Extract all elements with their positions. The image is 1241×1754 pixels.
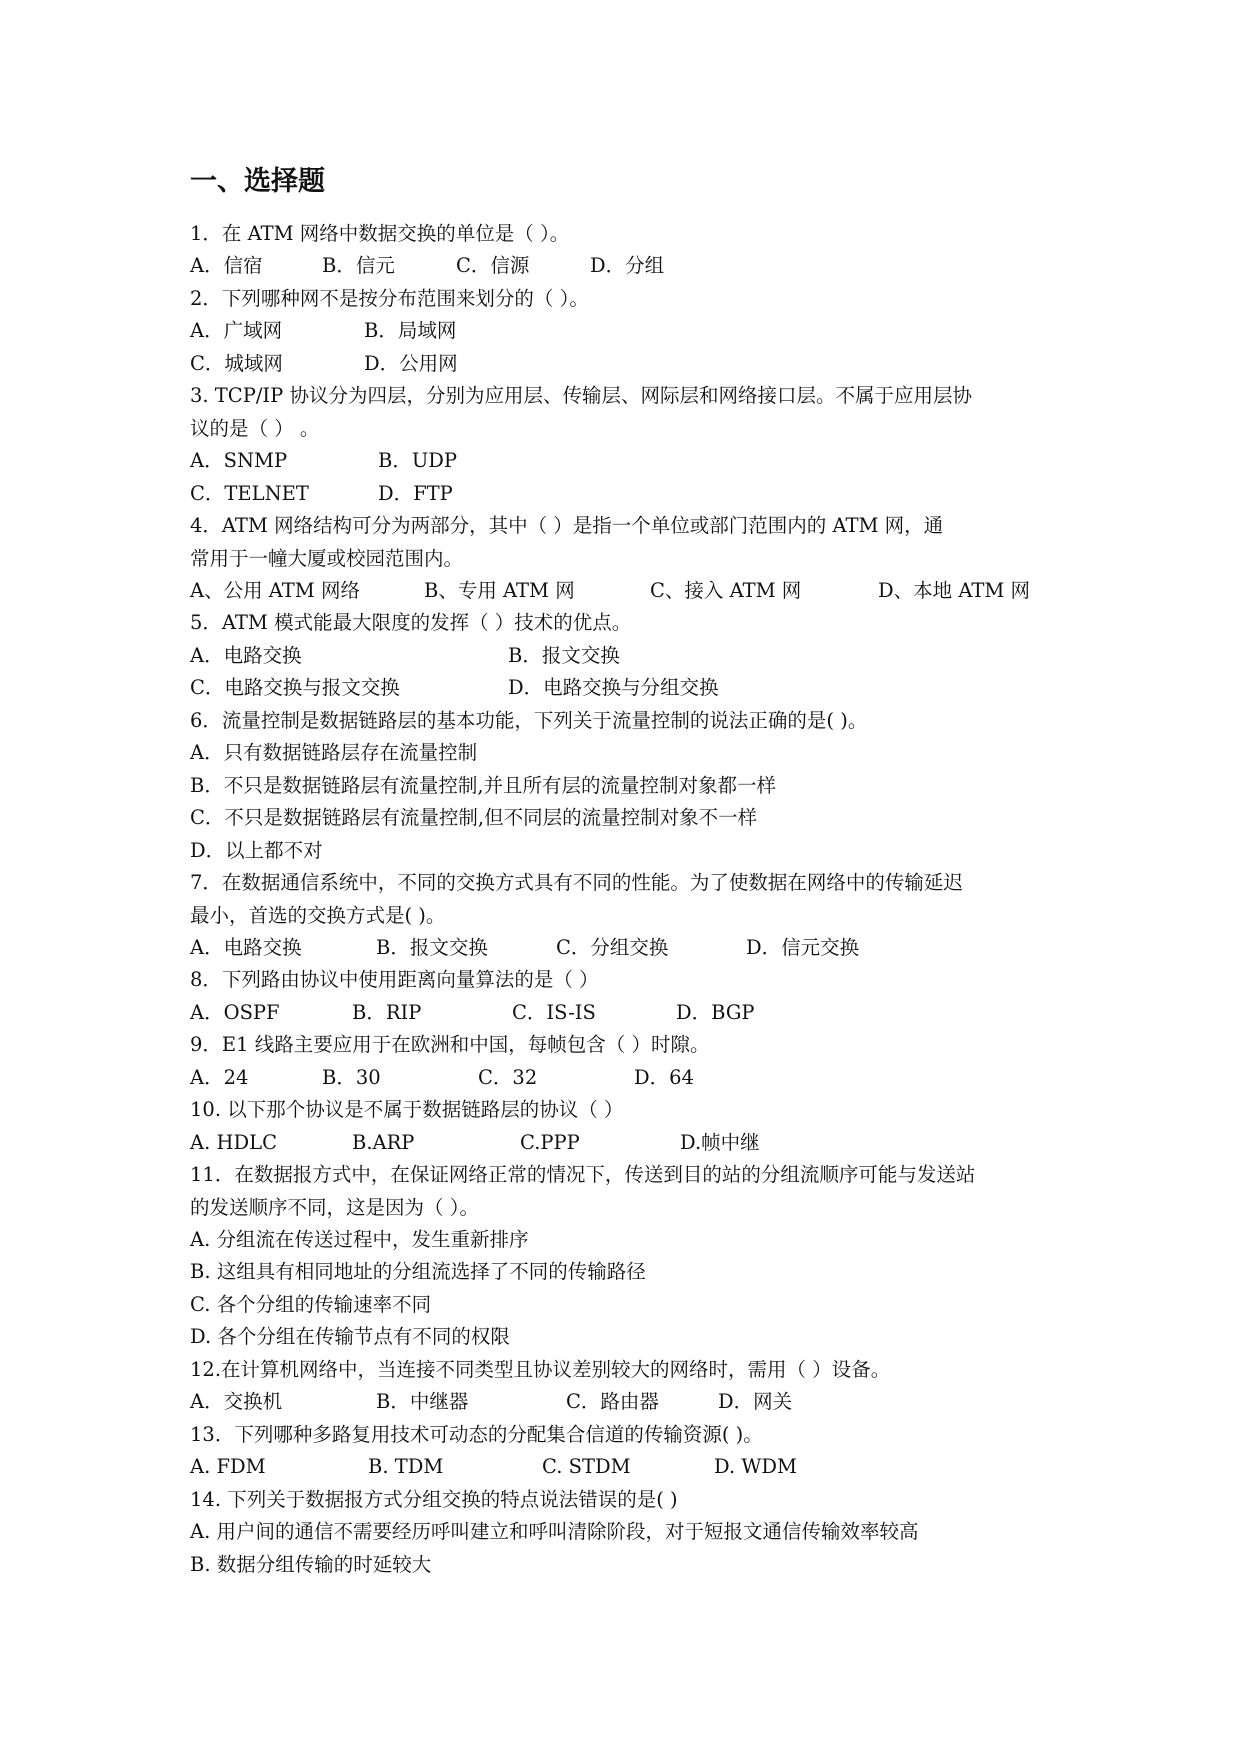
question-stem: 8．下列路由协议中使用距离向量算法的是（ ） [190, 968, 599, 992]
question-stem: 2．下列哪种网不是按分布范围来划分的（ ）。 [190, 286, 589, 310]
answer-option: A．广域网 [190, 319, 283, 343]
question-stem: 5．ATM 模式能最大限度的发挥（ ）技术的优点。 [190, 611, 632, 635]
answer-option: B．中继器 [376, 1390, 469, 1414]
question-stem: 6．流量控制是数据链路层的基本功能，下列关于流量控制的说法正确的是( )。 [190, 708, 868, 732]
answer-option: D．信元交换 [746, 935, 860, 959]
answer-option: B．30 [322, 1065, 381, 1089]
answer-option: D．BGP [676, 1000, 755, 1024]
answer-option: C．IS-IS [512, 1000, 596, 1024]
answer-option: C．电路交换与报文交换 [190, 676, 400, 700]
question-stem: 9．E1 线路主要应用于在欧洲和中国，每帧包含（ ）时隙。 [190, 1033, 710, 1057]
answer-option: C. 各个分组的传输速率不同 [190, 1292, 432, 1316]
answer-option: D．分组 [590, 254, 665, 278]
answer-option: B. TDM [368, 1455, 444, 1479]
answer-option: C．不只是数据链路层有流量控制,但不同层的流量控制对象不一样 [190, 806, 758, 830]
answer-option: A. 分组流在传送过程中，发生重新排序 [190, 1228, 529, 1251]
answer-option: D．电路交换与分组交换 [508, 676, 719, 700]
answer-option: D. WDM [714, 1455, 797, 1479]
answer-option: D．以上都不对 [190, 838, 323, 862]
answer-option: C．路由器 [566, 1390, 659, 1414]
answer-option: A. HDLC [190, 1130, 277, 1154]
answer-option: A．信宿 [190, 254, 263, 278]
answer-option: C．信源 [456, 254, 530, 278]
question-stem: 常用于一幢大厦或校园范围内。 [190, 546, 464, 570]
question-stem: 3. TCP/IP 协议分为四层，分别为应用层、传输层、网际层和网络接口层。不属于应用层协 [190, 384, 972, 408]
answer-option: A．电路交换 [190, 643, 302, 667]
answer-option: D、本地 ATM 网 [878, 579, 1031, 602]
answer-option: A．OSPF [190, 1000, 280, 1024]
question-stem: 11．在数据报方式中，在保证网络正常的情况下，传送到目的站的分组流顺序可能与发送站 [190, 1163, 976, 1187]
answer-option: C.PPP [520, 1130, 580, 1154]
answer-option: D．网关 [718, 1390, 793, 1414]
section-title: 一、选择题 [190, 166, 325, 197]
answer-option: A．只有数据链路层存在流量控制 [190, 741, 478, 765]
answer-option: D．FTP [378, 481, 453, 505]
answer-option: B．信元 [322, 254, 395, 278]
answer-option: B．局域网 [364, 319, 457, 343]
answer-option: A．电路交换 [190, 935, 302, 959]
answer-option: C．TELNET [190, 481, 309, 505]
answer-option: C. STDM [542, 1455, 631, 1479]
answer-option: D.帧中继 [680, 1130, 760, 1154]
question-stem: 4．ATM 网络结构可分为两部分，其中（ ）是指一个单位或部门范围内的 ATM 网，通 [190, 514, 944, 538]
answer-option: A、公用 ATM 网络 [190, 579, 360, 602]
question-stem: 13．下列哪种多路复用技术可动态的分配集合信道的传输资源( )。 [190, 1422, 763, 1446]
answer-option: B.ARP [352, 1130, 415, 1154]
answer-option: B、专用 ATM 网 [424, 579, 575, 602]
answer-option: B. 这组具有相同地址的分组流选择了不同的传输路径 [190, 1260, 646, 1284]
answer-option: B．RIP [352, 1000, 422, 1024]
question-stem: 10. 以下那个协议是不属于数据链路层的协议（ ） [190, 1098, 624, 1122]
question-stem: 的发送顺序不同，这是因为（ ）。 [190, 1195, 479, 1219]
answer-option: B．报文交换 [508, 643, 620, 667]
answer-option: B. 数据分组传输的时延较大 [190, 1552, 432, 1576]
question-stem: 7．在数据通信系统中，不同的交换方式具有不同的性能。为了使数据在网络中的传输延迟 [190, 871, 963, 894]
answer-option: C、接入 ATM 网 [650, 579, 802, 602]
answer-option: A．SNMP [190, 449, 288, 473]
answer-option: B．UDP [378, 449, 458, 473]
question-stem: 最小，首选的交换方式是( )。 [190, 903, 446, 927]
question-stem: 议的是（ ） 。 [190, 416, 320, 440]
answer-option: A. 用户间的通信不需要经历呼叫建立和呼叫清除阶段，对于短报文通信传输效率较高 [190, 1520, 919, 1543]
answer-option: C．城域网 [190, 351, 283, 375]
answer-option: D．64 [634, 1065, 694, 1089]
answer-option: A. FDM [190, 1455, 266, 1479]
answer-option: A．24 [190, 1065, 249, 1089]
answer-option: B．报文交换 [376, 935, 488, 959]
answer-option: D．公用网 [364, 351, 458, 375]
question-stem: 12.在计算机网络中，当连接不同类型且协议差别较大的网络时，需用（ ）设备。 [190, 1357, 891, 1381]
answer-option: B．不只是数据链路层有流量控制,并且所有层的流量控制对象都一样 [190, 773, 777, 797]
answer-option: D. 各个分组在传输节点有不同的权限 [190, 1325, 510, 1349]
question-stem: 14. 下列关于数据报方式分组交换的特点说法错误的是( ) [190, 1487, 678, 1511]
answer-option: C．32 [478, 1065, 538, 1089]
question-stem: 1．在 ATM 网络中数据交换的单位是（ ）。 [190, 222, 570, 245]
answer-option: A．交换机 [190, 1390, 283, 1414]
answer-option: C．分组交换 [556, 935, 669, 959]
